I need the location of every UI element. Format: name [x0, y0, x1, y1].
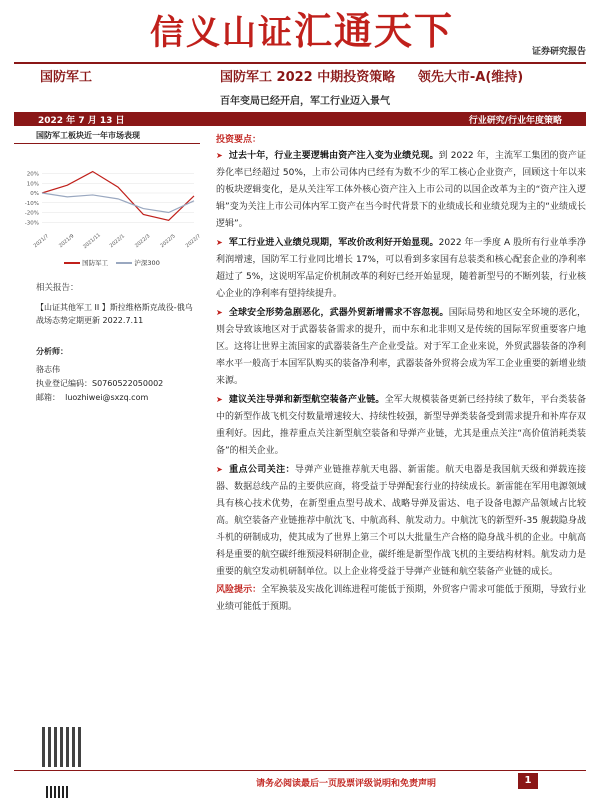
y-tick-label: -10%: [24, 200, 39, 207]
license-label: 执业登记编码：: [36, 379, 92, 388]
risk-note: 风险提示：全军换装及实战化训练进程可能低于预期，外贸客户需求可能低于预期，导致行业业绩可能低于预期。: [216, 585, 586, 612]
chart-title: 国防军工板块近一年市场表现: [14, 128, 200, 144]
y-tick-label: -20%: [24, 210, 39, 217]
qr-code: [42, 727, 82, 767]
key-point-paragraph: ➤ 建议关注导弹和新型航空装备产业链。全军大规模装备更新已经持续了数年，平台类装备中的新型作战飞机交付数量增速较大、持续性较强，新型导弹类装备受到需求提升和补库存双重利好。因此，推荐重点关注新型航空装备和导弹产业链，尤其是重点关注“高价值消耗类装备”的相关企业。: [216, 395, 586, 456]
email-label: 邮箱：: [36, 393, 60, 402]
analyst-name: 骆志伟: [36, 365, 60, 374]
bullet-arrow-icon: ➤: [216, 395, 223, 404]
x-tick-label: 2022/1: [108, 233, 127, 250]
y-tick-label: 0%: [30, 191, 39, 197]
sector-label: 国防军工: [40, 70, 93, 85]
related-reports-header: 相关报告：: [36, 283, 79, 293]
legend-item-hs300: 沪深300: [134, 259, 160, 267]
x-tick-label: 2021/9: [58, 233, 76, 250]
key-point-paragraph: ➤ 军工行业进入业绩兑现期，军改价改利好开始显现。2022 年一季度 A 股所有行业单季净利润增速，国防军工行业同比增长 17%，可以看到多家国有总装类和核心配套企业的净利率超过了 5%，这说明军品定价机制改革的利好已经开始显现，随着新型号的不断列装，行业核心企业的净利率有望持续提升。: [216, 238, 586, 299]
x-tick-label: 2022/3: [134, 233, 152, 250]
key-point-paragraph: ➤ 重点公司关注：导弹产业链推荐航天电器、新雷能。航天电器是我国航天级和弹载连接器、数据总线产品的主要供应商，将受益于导弹配套行业的持续成长。新雷能在军用电源领域具有核心技术优势，在新型重点型号战术、战略导弹及雷达、电子设备电源产品领域占比较高。航空装备产业链推荐中航沈飞、中航高科、航发动力。中航沈飞的新型歼-35 舰载隐身战斗机的研制成功，使其成为了世界上第三个可以大批量生产合格的隐身战斗机的企业。中航高科是重要的航空碳纤维预浸料研制企业，碳纤维是新型作战飞机的主要结构材料。航发动力是重要的航空发动机研制单位。以上企业将受益于导弹产业链和航空装备产业链的成长。: [216, 465, 586, 577]
bullet-arrow-icon: ➤: [216, 151, 223, 160]
tagline: 证券研究报告: [531, 47, 586, 57]
bullet-arrow-icon: ➤: [216, 465, 223, 474]
key-point-paragraph: ➤ 过去十年，行业主要逻辑由资产注入变为业绩兑现。到 2022 年，主流军工集团的资产证券化率已经超过 50%，上市公司体内已经有为数不少的军工核心企业资产，回顾这十年以来的板块逻辑变化，是从关注军工体外核心资产注入上市公司的以国企改革为主的“资产注入逻辑”变为关注上市公司体内军工资产在当今时代背景下的业绩成长和业绩兑现为主的“业绩成长逻辑”。: [216, 151, 586, 229]
report-title: 国防军工 2022 中期投资策略 领先大市-A(维持): [220, 70, 524, 85]
rating: 领先大市-A(维持): [417, 70, 524, 85]
license-number: S0760522050002: [92, 379, 164, 388]
x-tick-label: 2022/7: [184, 233, 203, 250]
sidebar: [14, 128, 203, 405]
x-tick-label: 2022/5: [159, 233, 177, 250]
report-date: 2022 年 7 月 13 日: [38, 116, 125, 126]
bullet-arrow-icon: ➤: [216, 308, 223, 317]
related-report-link[interactable]: 【山证其他军工 II 】斯拉维格斯克战役-俄乌战场态势定期更新 2022.7.11: [36, 303, 193, 325]
analyst-block: [14, 345, 200, 405]
x-tick-label: 2021/11: [82, 232, 102, 251]
y-tick-label: -30%: [24, 220, 39, 227]
market-performance-chart: [14, 144, 203, 254]
chart-legend: [14, 258, 200, 267]
footer-rule: [14, 770, 586, 771]
main-content: [216, 132, 586, 617]
key-points-label: 投资要点：: [216, 135, 262, 145]
report-subtitle: 百年变局已经开启，军工行业迈入景气: [220, 96, 390, 107]
analyst-header: 分析师：: [36, 347, 68, 356]
legend-item-defense: 国防军工: [82, 259, 109, 267]
key-point-paragraph: ➤ 全球安全形势急剧恶化，武器外贸新增需求不容忽视。国际局势和地区安全环境的恶化，则会导致该地区对于武器装备需求的提升，而中东和北非则又是传统的国际军贸重要客户地区。这将让世界主流国家的武器装备生产企业受益。对于军工企业来说，外贸武器装备的净利率水平一般高于本国军队购买的装备净利率，武器装备外贸将会成为军工企业重要的新增业绩来源。: [216, 308, 586, 386]
y-tick-label: 10%: [26, 181, 39, 188]
disclaimer[interactable]: 请务必阅读最后一页股票评级说明和免责声明: [256, 779, 437, 789]
page-number: 1: [518, 773, 538, 789]
y-tick-label: 20%: [26, 171, 39, 178]
bullet-arrow-icon: ➤: [216, 238, 223, 247]
date-bar: [14, 112, 586, 126]
qr-code-small: [46, 786, 68, 798]
x-tick-label: 2021/7: [32, 233, 51, 250]
report-type: 行业研究/行业年度策略: [468, 116, 562, 126]
analyst-email[interactable]: luozhiwei@sxzq.com: [65, 393, 149, 402]
brand-logo: 信义山证汇通天下: [150, 8, 455, 53]
